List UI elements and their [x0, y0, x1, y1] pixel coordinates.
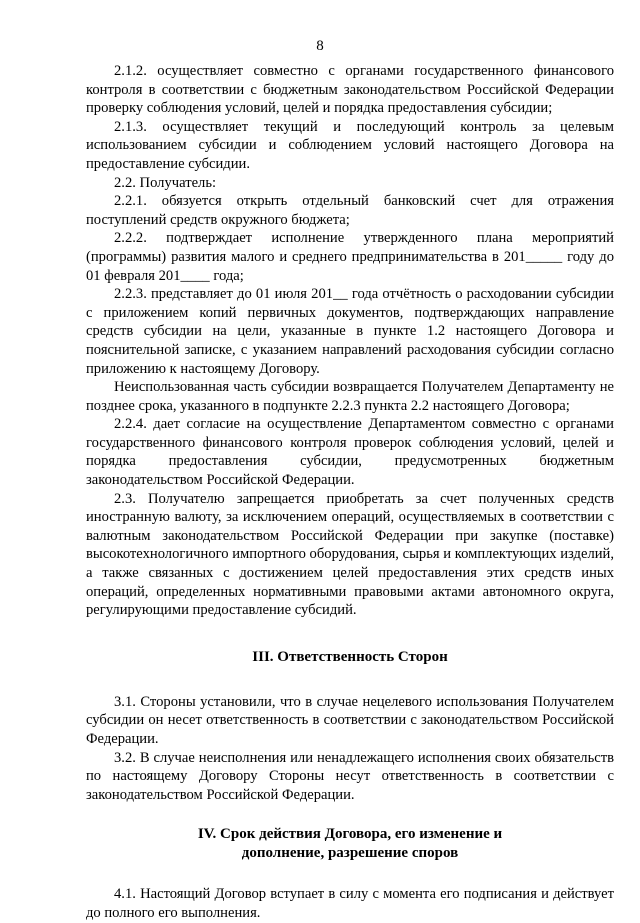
- paragraph-2-2-3: 2.2.3. представляет до 01 июля 201__ года отчётность о расходовании субсидии с приложением копий первичных документов, подтверждающих направление средств субсидии на цели, указанные в пункте 1.2 настоящего Договора и пояснительной записке, с указанием направлений расходования субсидии согласно приложению к настоящему Договору.: [86, 286, 614, 377]
- section-heading-4-line2: дополнение, разрешение споров: [241, 845, 459, 862]
- document-body: [86, 62, 614, 923]
- section-heading-4-line1: IV. Срок действия Договора, его изменение и: [197, 826, 503, 843]
- paragraph-unused-subsidy: Неиспользованная часть субсидии возвращается Получателем Департаменту не позднее срока, указанного в подпункте 2.2.3 пункта 2.2 настоящего Договора;: [86, 379, 614, 414]
- page-number: 8: [316, 38, 324, 54]
- paragraph-2-2: 2.2. Получатель:: [114, 174, 217, 191]
- paragraph-3-2: 3.2. В случае неисполнения или ненадлежащего исполнения своих обязательств по настоящему Договору Стороны несут ответственность в соответствии с законодательством Российской Федерации.: [86, 749, 614, 803]
- paragraph-2-3: 2.3. Получателю запрещается приобретать за счет полученных средств иностранную валюту, за исключением операций, осуществляемых в соответствии с валютным законодательством Российской Федерации при закупке (поставке) высокотехнологичного импортного оборудования, сырья и комплектующих изделий, а также связанных с достижением целей предоставления этих средств иных операций, определенных нормативными правовыми актами автономного округа, регулирующими предоставление субсидий.: [86, 490, 614, 619]
- paragraph-2-1-2: 2.1.2. осуществляет совместно с органами государственного финансового контроля в соответствии с бюджетным законодательством Российской Федерации проверку соблюдения условий, целей и порядка предоставления субсидии;: [86, 63, 614, 117]
- paragraph-2-2-4: 2.2.4. дает согласие на осуществление Департаментом совместно с органами государственного финансового контроля проверок соблюдения условий, целей и порядка предоставления субсидии, предусмотренных бюджетным законодательством Российской Федерации.: [86, 416, 614, 489]
- paragraph-3-1: 3.1. Стороны установили, что в случае нецелевого использования Получателем субсидии он несет ответственность в соответствии с законодательством Российской Федерации.: [86, 693, 614, 747]
- paragraph-4-1: 4.1. Настоящий Договор вступает в силу с момента его подписания и действует до полного его выполнения.: [86, 886, 614, 921]
- paragraph-2-2-1: 2.2.1. обязуется открыть отдельный банковский счет для отражения поступлений средств окружного бюджета;: [86, 193, 614, 228]
- paragraph-2-2-2: 2.2.2. подтверждает исполнение утвержденного плана мероприятий (программы) развития малого и среднего предпринимательства в 201_____ году до 01 февраля 201____ года;: [86, 230, 614, 284]
- section-heading-3: III. Ответственность Сторон: [252, 648, 448, 665]
- paragraph-2-1-3: 2.1.3. осуществляет текущий и последующий контроль за целевым использованием субсидии и соблюдением условий настоящего Договора на предоставление субсидии.: [86, 118, 614, 172]
